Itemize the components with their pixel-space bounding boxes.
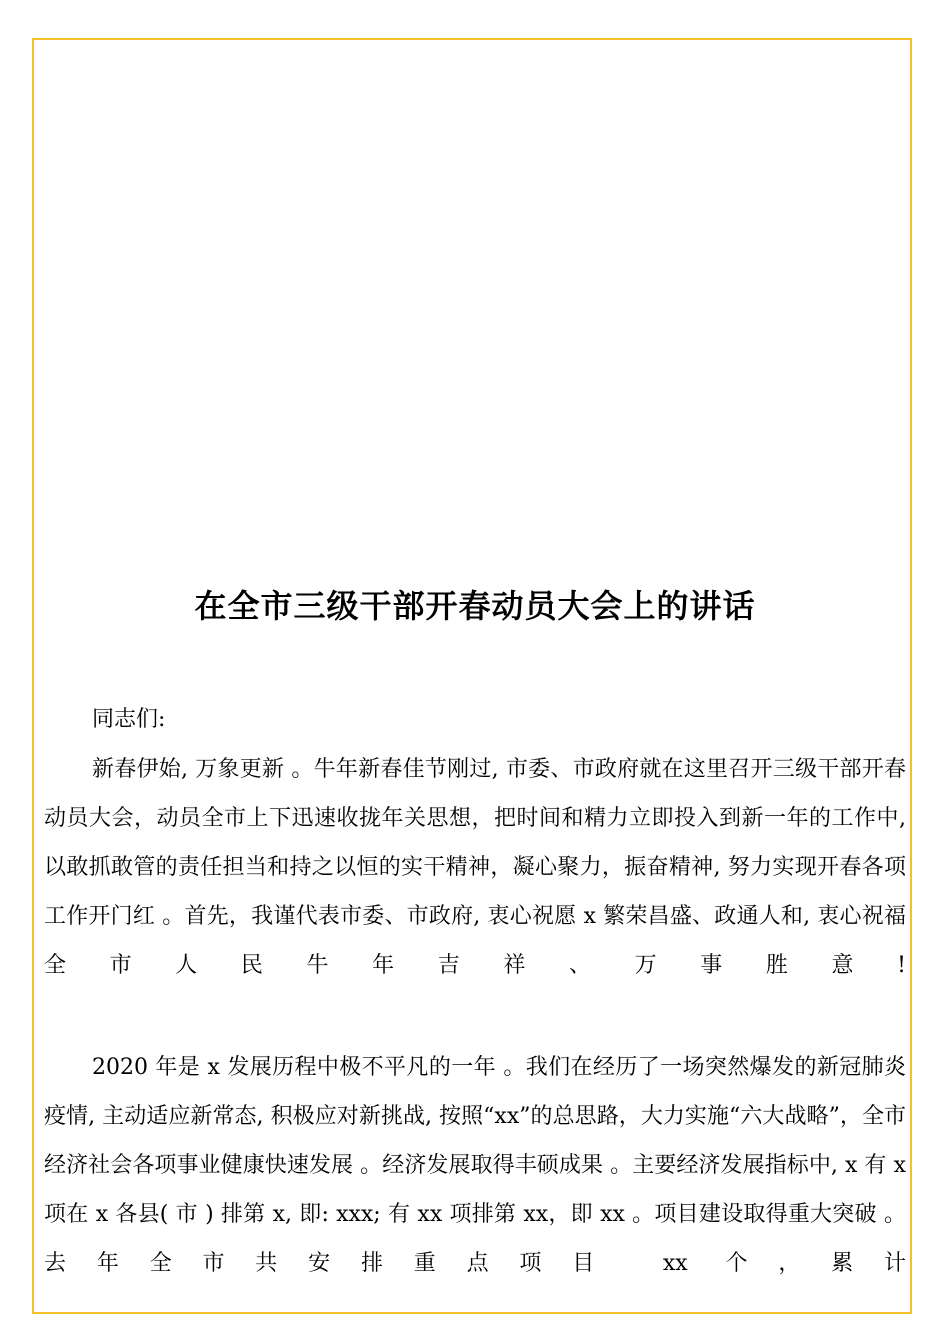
paragraph-2: 2020 年是 x 发展历程中极不平凡的一年 。我们在经历了一场突然爆发的新冠肺炎疫情, 主动适应新常态, 积极应对新挑战, 按照“xx”的总思路，大力实施“六大战略”，全市经济社会各项事业健康快速发展 。经济发展取得丰硕成果 。主要经济发展指标中, x 有 x 项在 x 各县( 市 ) 排第 x, 即: xxx; 有 xx 项排第 xx，即 xx 。项目建设取得重大突破 。去年全市共安排重点项目 xx 个，累计 [44,1055,906,1276]
document-title: 在全市三级干部开春动员大会上的讲话 [194,587,756,625]
salutation: 同志们: [92,707,166,732]
paragraph-1: 新春伊始, 万象更新 。牛年新春佳节刚过, 市委、市政府就在这里召开三级干部开春动员大会，动员全市上下迅速收拢年关思想，把时间和精力立即投入到新一年的工作中, 以敢抓敢管的责任担当和持之以恒的实干精神，凝心聚力，振奋精神, 努力实现开春各项工作开门红 。首先，我谨代表市委、市政府, 衷心祝愿 x 繁荣昌盛、政通人和, 衷心祝福全市人民牛年吉祥、万事胜意! [44,757,906,978]
